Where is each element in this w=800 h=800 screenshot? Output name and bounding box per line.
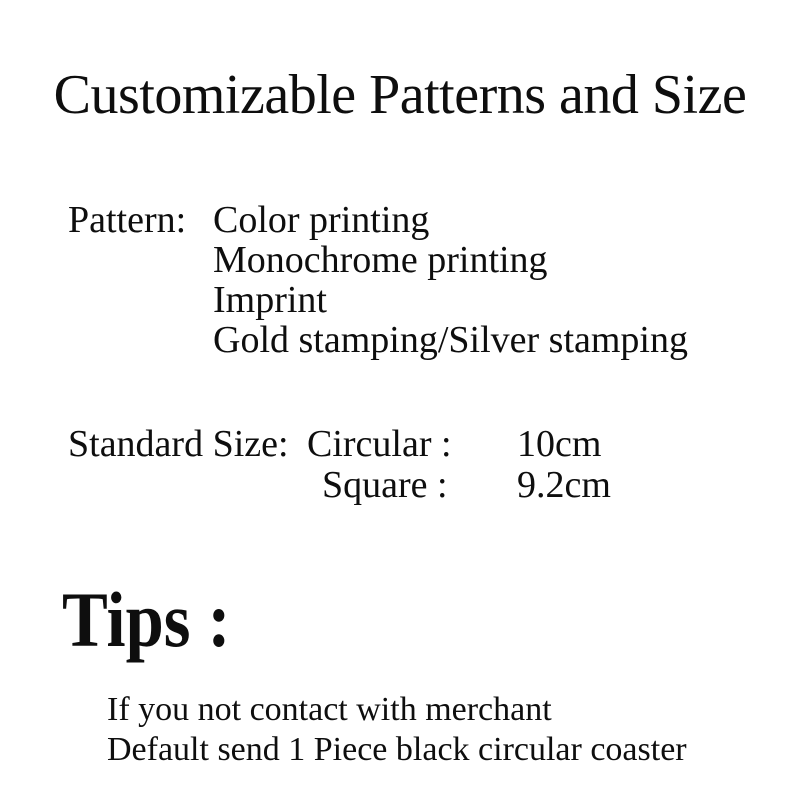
pattern-option-color-printing: Color printing xyxy=(213,199,430,241)
size-shape-circular: Circular : xyxy=(307,423,452,465)
pattern-label: Pattern: xyxy=(68,199,187,241)
pattern-option-gold-silver-stamping: Gold stamping/Silver stamping xyxy=(213,319,688,361)
pattern-options-list xyxy=(213,200,688,360)
pattern-option-imprint: Imprint xyxy=(213,279,327,321)
tips-lines xyxy=(107,690,687,770)
size-value-circular: 10cm xyxy=(517,423,602,465)
tips-heading: Tips : xyxy=(62,576,231,663)
size-shape-square: Square : xyxy=(322,464,448,506)
page-title: Customizable Patterns and Size xyxy=(53,64,747,126)
size-row-circular xyxy=(307,424,611,465)
size-value-square: 9.2cm xyxy=(517,464,611,506)
size-row-square xyxy=(307,465,611,506)
size-label: Standard Size: xyxy=(68,423,289,465)
tips-line-contact: If you not contact with merchant xyxy=(107,691,552,728)
tips-line-default: Default send 1 Piece black circular coaster xyxy=(107,731,687,768)
pattern-section xyxy=(68,200,688,360)
size-rows xyxy=(307,424,611,506)
size-section xyxy=(68,424,611,506)
pattern-option-monochrome-printing: Monochrome printing xyxy=(213,239,548,281)
